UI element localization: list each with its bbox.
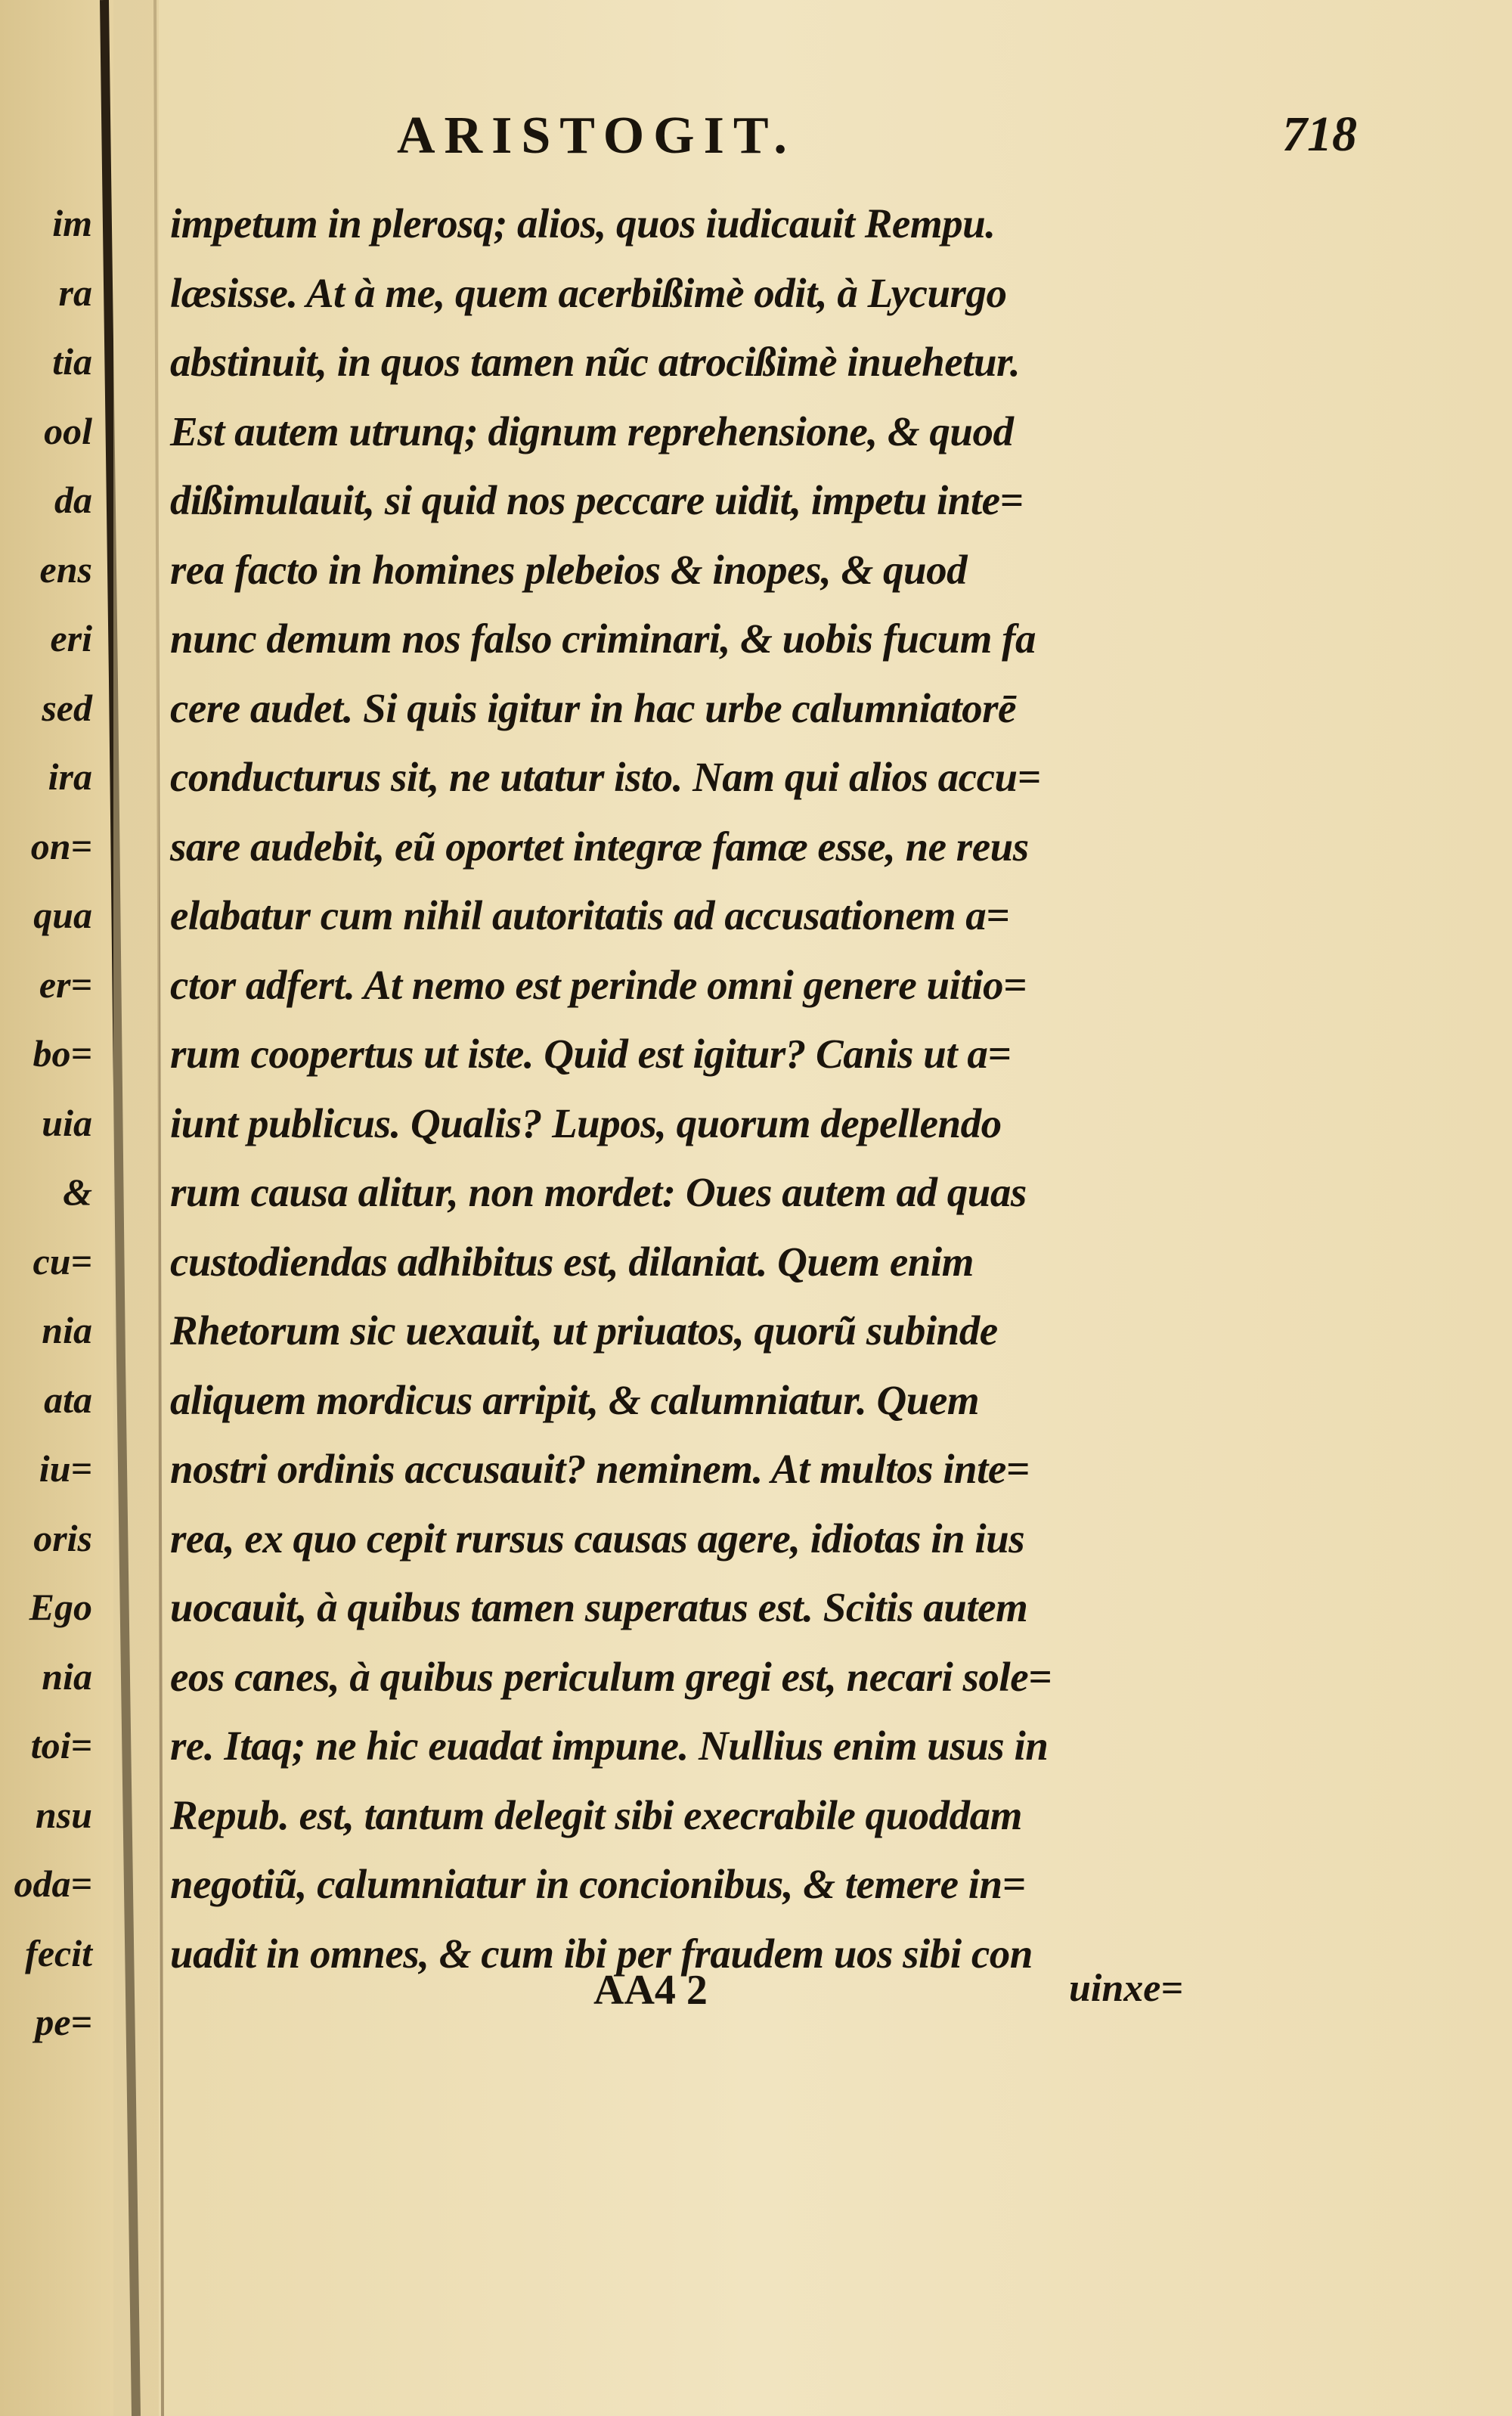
- text-line: conducturus sit, ne utatur isto. Nam qui alios accu=: [170, 754, 1041, 800]
- running-head: ARISTOGIT.: [397, 107, 796, 165]
- margin-fragment: nsu: [35, 1793, 92, 1836]
- margin-fragment: nia: [42, 1309, 92, 1351]
- text-line: rea, ex quo cepit rursus causas agere, idiotas in ius: [170, 1515, 1025, 1562]
- text-line: Est autem utrunq; dignum reprehensione, & quod: [170, 408, 1014, 454]
- text-line: dißimulauit, si quid nos peccare uidit, impetu inte=: [170, 477, 1024, 523]
- text-line: cere audet. Si quis igitur in hac urbe calumniatorē: [170, 684, 1016, 731]
- text-line: eos canes, à quibus periculum gregi est, necari sole=: [170, 1653, 1052, 1700]
- margin-fragment: &: [63, 1171, 92, 1213]
- text-line: iunt publicus. Qualis? Lupos, quorum depellendo: [170, 1099, 1002, 1146]
- text-line: rum coopertus ut iste. Quid est igitur? Canis ut a=: [170, 1031, 1012, 1077]
- margin-fragment: ira: [48, 755, 92, 798]
- text-line: nostri ordinis accusauit? neminem. At multos inte=: [170, 1446, 1030, 1492]
- text-line: elabatur cum nihil autoritatis ad accusationem a=: [170, 892, 1010, 938]
- margin-fragment: Ego: [29, 1586, 92, 1628]
- margin-fragment: ata: [44, 1378, 92, 1421]
- text-line: ctor adfert. At nemo est perinde omni genere uitio=: [170, 961, 1027, 1008]
- margin-fragment: pe=: [35, 2001, 92, 2043]
- text-line: uadit in omnes, & cum ibi per fraudem uos sibi con: [170, 1930, 1033, 1977]
- margin-fragment: cu=: [33, 1239, 92, 1282]
- text-line: aliquem mordicus arripit, & calumniatur. Quem: [170, 1376, 980, 1423]
- page-number: 718: [1282, 107, 1357, 162]
- margin-fragment: im: [52, 202, 92, 244]
- margin-fragment: ool: [44, 409, 92, 452]
- margin-fragment: eri: [50, 617, 92, 659]
- text-line: læsisse. At à me, quem acerbißimè odit, à Lycurgo: [170, 269, 1007, 316]
- margin-fragment: er=: [39, 963, 92, 1006]
- body-text: [170, 189, 1183, 1988]
- margin-fragment: da: [54, 479, 92, 521]
- margin-fragment: on=: [30, 824, 92, 867]
- catchword: uinxe=: [1069, 1967, 1183, 2010]
- text-line: Rhetorum sic uexauit, ut priuatos, quorũ subinde: [170, 1307, 998, 1354]
- margin-fragment: nia: [42, 1655, 92, 1698]
- text-line: custodiendas adhibitus est, dilaniat. Quem enim: [170, 1238, 974, 1285]
- margin-fragment: toi=: [30, 1724, 92, 1766]
- page-footer: [170, 1966, 1183, 2027]
- margin-fragment: qua: [33, 894, 92, 936]
- text-line: rea facto in homines plebeios & inopes, & quod: [170, 546, 968, 593]
- text-line: negotiũ, calumniatur in concionibus, & temere in=: [170, 1861, 1026, 1907]
- margin-fragment: oda=: [14, 1862, 92, 1905]
- margin-fragment: bo=: [33, 1032, 92, 1075]
- margin-fragment: ra: [58, 271, 92, 314]
- margin-fragment: fecit: [25, 1931, 92, 1974]
- text-line: sare audebit, eũ oportet integræ famæ esse, ne reus: [170, 823, 1029, 870]
- margin-fragment: iu=: [39, 1447, 92, 1490]
- text-line: Repub. est, tantum delegit sibi execrabile quoddam: [170, 1791, 1022, 1838]
- text-line: nunc demum nos falso criminari, & uobis fucum fa: [170, 616, 1036, 662]
- margin-fragment: tia: [52, 340, 92, 383]
- margin-fragment: ens: [39, 547, 92, 591]
- margin-fragment: sed: [42, 686, 92, 729]
- text-line: abstinuit, in quos tamen nũc atrocißimè inuehetur.: [170, 339, 1021, 385]
- page-header: [397, 106, 1357, 166]
- left-page-margin-fragments: [0, 189, 98, 2058]
- text-line: impetum in plerosq; alios, quos iudicauit Rempu.: [170, 200, 996, 247]
- margin-fragment: oris: [33, 1516, 92, 1559]
- margin-fragment: uia: [42, 1101, 92, 1144]
- text-line: rum causa alitur, non mordet: Oues autem ad quas: [170, 1169, 1027, 1215]
- text-line: uocauit, à quibus tamen superatus est. Scitis autem: [170, 1584, 1028, 1630]
- text-line: re. Itaq; ne hic euadat impune. Nullius enim usus in: [170, 1723, 1049, 1769]
- signature-mark: AA4 2: [593, 1967, 708, 2014]
